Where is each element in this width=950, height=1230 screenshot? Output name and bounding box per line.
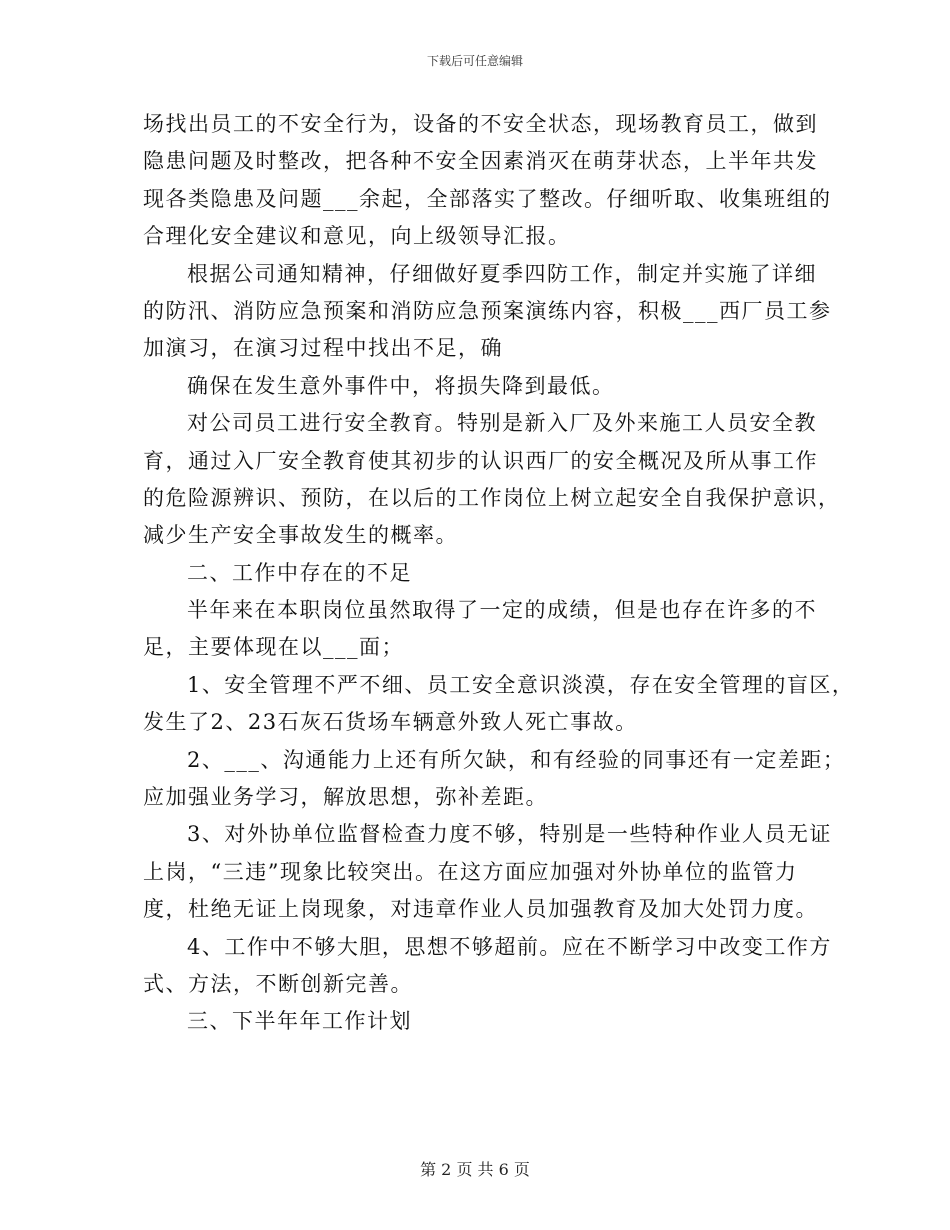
text-line: 育，通过入厂安全教育使其初步的认识西厂的安全概况及所从事工作 — [143, 448, 818, 473]
text-line: 三、下半年年工作计划 — [187, 1009, 412, 1034]
text-line: 的危险源辨识、预防，在以后的工作岗位上树立起安全自我保护意识， — [143, 485, 841, 510]
page-number: 第 2 页 共 6 页 — [420, 1160, 530, 1179]
text-line: 2、___、沟通能力上还有所欠缺，和有经验的同事还有一定差距； — [187, 747, 846, 772]
text-line: 应加强业务学习，解放思想，弥补差距。 — [143, 785, 548, 810]
text-line: 足，主要体现在以___面； — [143, 635, 404, 660]
text-line: 式、方法，不断创新完善。 — [143, 971, 413, 996]
document-body — [143, 106, 855, 1041]
text-line: 确保在发生意外事件中，将损失降到最低。 — [187, 373, 615, 398]
text-line: 度，杜绝无证上岗现象，对违章作业人员加强教育及加大处罚力度。 — [143, 897, 818, 922]
text-line: 场找出员工的不安全行为，设备的不安全状态，现场教育员工，做到 — [143, 112, 818, 136]
text-line: 发生了2、23石灰石货场车辆意外致人死亡事故。 — [143, 710, 638, 735]
text-line: 4、工作中不够大胆，思想不够超前。应在不断学习中改变工作方 — [187, 934, 832, 959]
text-line: 1、安全管理不严不细、员工安全意识淡漠，存在安全管理的盲区， — [187, 672, 855, 697]
text-line: 半年来在本职岗位虽然取得了一定的成绩，但是也存在许多的不 — [187, 598, 817, 623]
text-line: 减少生产安全事故发生的概率。 — [143, 523, 458, 548]
text-line: 根据公司通知精神，仔细做好夏季四防工作，制定并实施了详细 — [187, 261, 817, 286]
text-line: 的防汛、消防应急预案和消防应急预案演练内容，积极___西厂员工参 — [143, 298, 832, 323]
text-line: 加演习，在演习过程中找出不足，确 — [143, 336, 503, 361]
text-line: 合理化安全建议和意见，向上级领导汇报。 — [143, 224, 571, 249]
text-line: 隐患问题及时整改，把各种不安全因素消灭在萌芽状态，上半年共发 — [143, 149, 818, 174]
text-line: 对公司员工进行安全教育。特别是新入厂及外来施工人员安全教 — [187, 411, 817, 436]
text-line: 二、工作中存在的不足 — [187, 560, 412, 585]
text-line: 3、对外协单位监督检查力度不够，特别是一些特种作业人员无证 — [187, 822, 832, 847]
page-header-note: 下载后可任意编辑 — [426, 54, 523, 68]
text-line: 现各类隐患及问题___余起，全部落实了整改。仔细听取、收集班组的 — [143, 186, 832, 211]
text-line: 上岗，“三违”现象比较突出。在这方面应加强对外协单位的监管力 — [143, 859, 798, 884]
